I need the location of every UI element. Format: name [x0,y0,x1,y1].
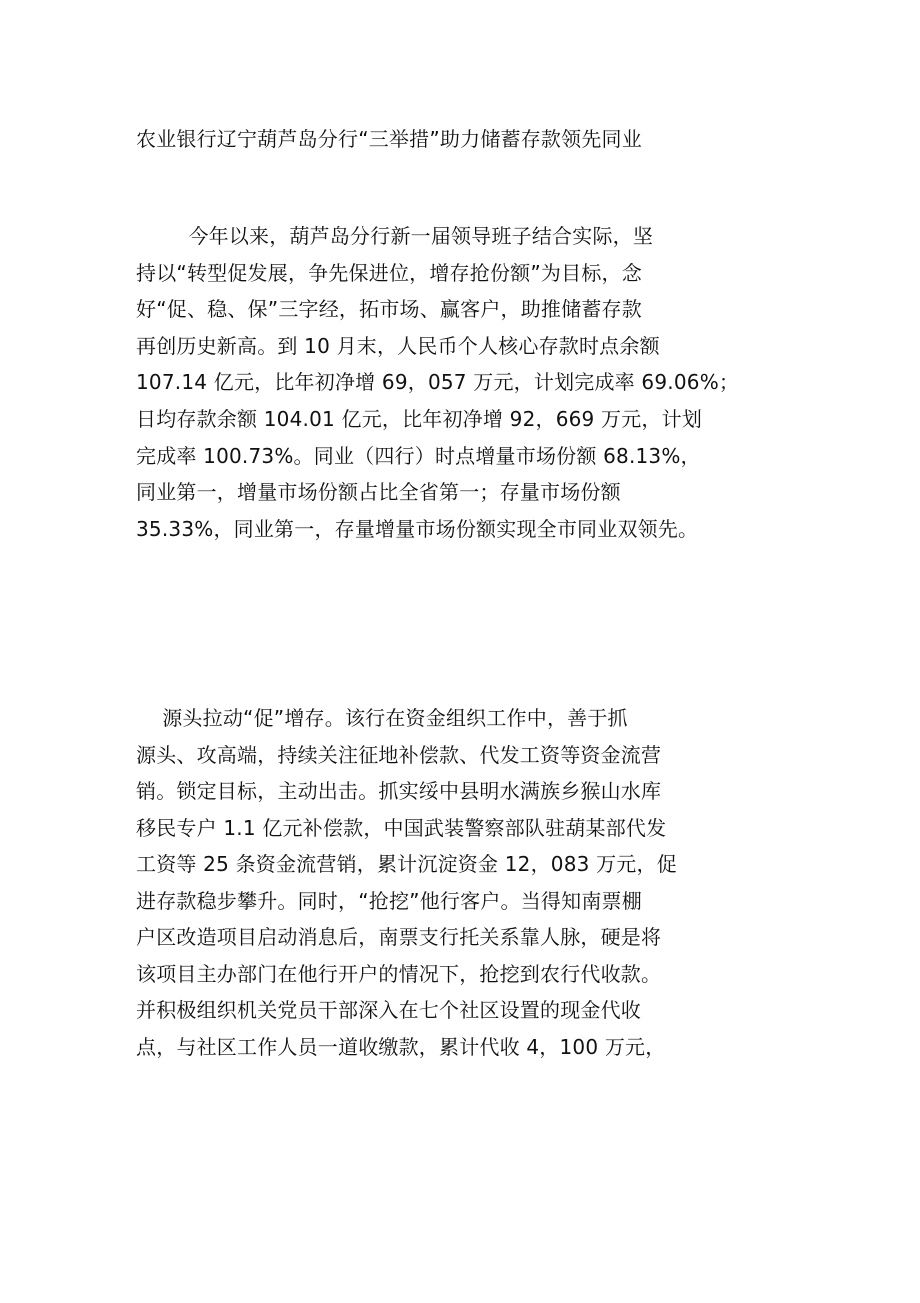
paragraph-2-line-2: 源头、攻高端，持续关注征地补偿款、代发工资等资金流营 [136,742,662,767]
paragraph-1-line-5: 107.14 亿元，比年初净增 69，057 万元，计划完成率 69.06%； [136,370,740,395]
paragraph-2-line-8: 该项目主办部门在他行开户的情况下，抢挖到农行代收款。 [136,961,662,986]
document-title: 农业银行辽宁葫芦岛分行“三举措”助力储蓄存款领先同业 [136,127,642,151]
paragraph-1-line-9: 35.33%，同业第一，存量增量市场份额实现全市同业双领先。 [136,516,699,541]
paragraph-2-line-1: 源头拉动“促”增存。该行在资金组织工作中，善于抓 [136,706,628,730]
paragraph-2-line-10: 点，与社区工作人员一道收缴款，累计代收 4，100 万元， [136,1034,666,1059]
paragraph-1-line-3: 好“促、稳、保”三字经，拓市场、赢客户，助推储蓄存款 [136,297,642,322]
paragraph-1 [136,218,756,547]
paragraph-1-line-4: 再创历史新高。到 10 月末，人民币个人核心存款时点余额 [136,333,660,358]
paragraph-1-line-7: 完成率 100.73%。同业（四行）时点增量市场份额 68.13%， [136,443,701,468]
paragraph-2-line-4: 移民专户 1.1 亿元补偿款，中国武装警察部队驻葫某部代发 [136,815,667,840]
paragraph-1-line-2: 持以“转型促发展，争先保进位，增存抢份额”为目标，念 [136,260,642,285]
paragraph-2-line-3: 销。锁定目标，主动出击。抓实绥中县明水满族乡猴山水库 [136,779,662,803]
paragraph-2-line-6: 进存款稳步攀升。同时，“抢挖”他行客户。当得知南票棚 [136,888,642,913]
paragraph-1-line-1: 今年以来，葫芦岛分行新一届领导班子结合实际，坚 [136,224,654,248]
paragraph-2-line-9: 并积极组织机关党员干部深入在七个社区设置的现金代收 [136,998,641,1022]
paragraph-2-line-5: 工资等 25 条资金流营销，累计沉淀资金 12，083 万元，促 [136,852,677,876]
paragraph-2-line-7: 户区改造项目启动消息后，南票支行托关系靠人脉，硬是将 [136,925,662,949]
paragraph-1-line-6: 日均存款余额 104.01 亿元，比年初净增 92，669 万元，计划 [136,406,703,431]
paragraph-2 [136,700,756,1065]
paragraph-1-line-8: 同业第一，增量市场份额占比全省第一；存量市场份额 [136,480,621,505]
